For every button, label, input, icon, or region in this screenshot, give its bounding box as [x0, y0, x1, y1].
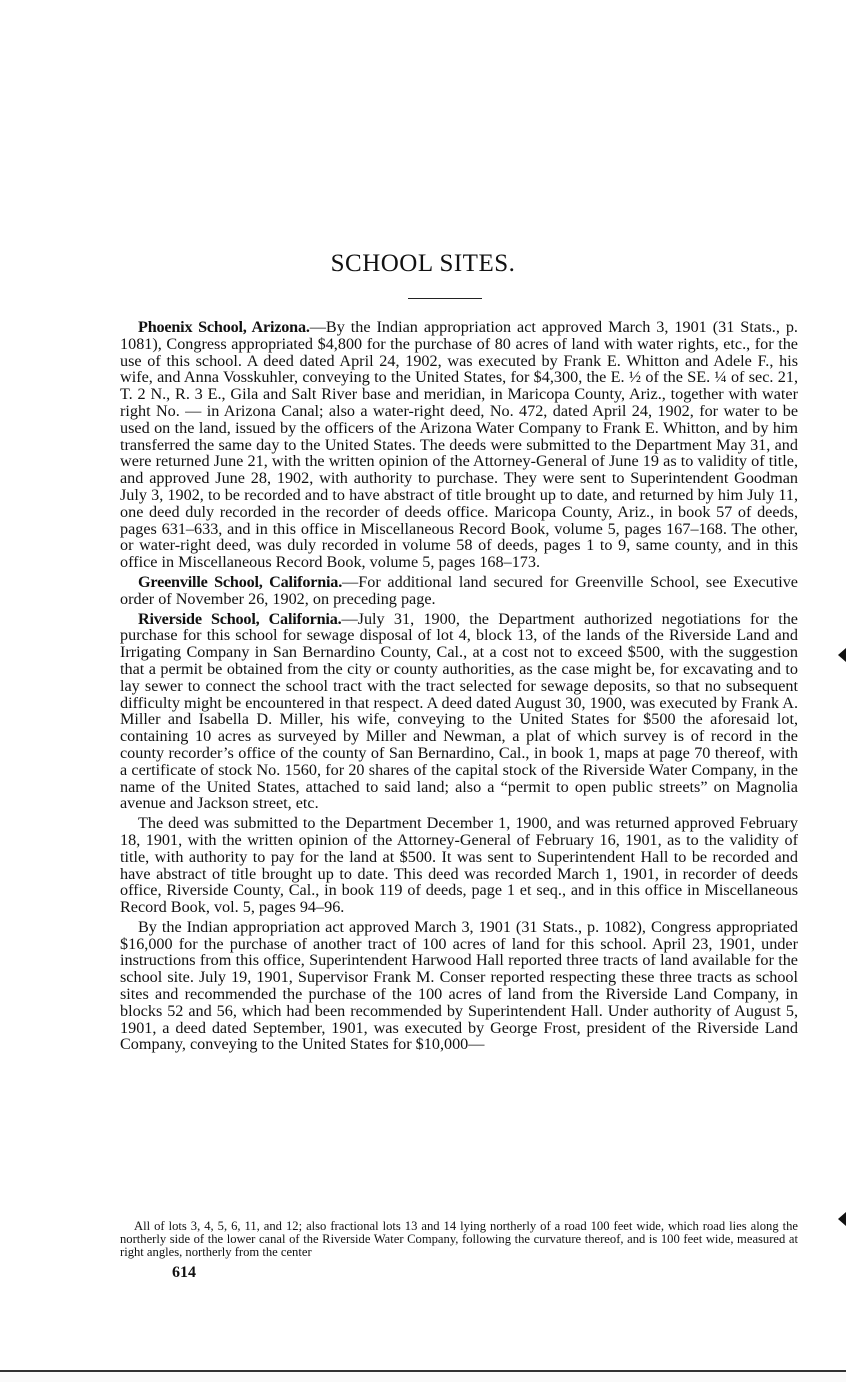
- paragraph-phoenix-school: [120, 319, 798, 571]
- paragraph-text: —For additional land secured for Greenville School, see Executive order of November 26, 1902, on preceding page.: [120, 572, 798, 608]
- paragraph-text: —July 31, 1900, the Department authorized negotiations for the purchase for this school for sewage disposal of lot 4, block 13, of the lands of the Riverside Land and Irrigating Company in San Bernardino County, Cal., at a cost not to exceed $500, with the suggestion that a permit be obtained from the city or county authorities, as the case might be, for excavating and to lay sewer to connect the school tract with the tract selected for sewage deposits, so that no subsequent difficulty might be encountered in that respect. A deed dated August 30, 1900, was executed by Frank A. Miller and Isabella D. Miller, his wife, conveying to the United States for $500 the aforesaid lot, containing 10 acres as surveyed by Miller and Newman, a plat of which survey is of record in the county recorder’s office of the county of San Bernardino, Cal., in book 1, maps at page 70 thereof, with a certificate of stock No. 1560, for 20 shares of the capital stock of the Riverside Water Company, in the name of the United States, attached to said land; also a “permit to open public streets” on Magnolia avenue and Jackson street, etc.: [120, 609, 798, 813]
- paragraph-text: —By the Indian appropriation act approved March 3, 1901 (31 Stats., p. 1081), Congress appropriated $4,800 for the purchase of 80 acres of land with water rights, etc., for the use of this school. A deed dated April 24, 1902, was executed by Frank E. Whitton and Adele F., his wife, and Anna Vosskuhler, conveying to the United States, for $4,300, the E. ½ of the SE. ¼ of sec. 21, T. 2 N., R. 3 E., Gila and Salt River base and meridian, in Maricopa County, Ariz., together with water right No. — in Arizona Canal; also a water-right deed, No. 472, dated April 24, 1902, for water to be used on the land, issued by the officers of the Arizona Water Company to Frank E. Whitton, and by him transferred the same day to the United States. The deeds were submitted to the Department May 31, and were returned June 21, with the written opinion of the Attorney-General of June 19 as to validity of title, and approved June 28, 1902, with authority to purchase. They were sent to Superintendent Goodman July 3, 1902, to be recorded and to have abstract of title brought up to date, and returned by him July 11, one deed duly recorded in the recorder of deeds office. Maricopa County, Ariz., in book 57 of deeds, pages 631–633, and in this office in Miscellaneous Record Book, volume 5, pages 167–168. The other, or water-right deed, was duly recorded in volume 58 of deeds, pages 1 to 9, same county, and in this office in Miscellaneous Record Book, volume 5, pages 168–173.: [120, 318, 798, 572]
- footnote: All of lots 3, 4, 5, 6, 11, and 12; also fractional lots 13 and 14 lying northerly of a road 100 feet wide, which road lies along the northerly side of the lower canal of the Riverside Water Company, following the curvature thereof, and is 100 feet wide, measured at right angles, northerly from the center: [120, 1219, 798, 1259]
- paragraph-text: By the Indian appropriation act approved March 3, 1901 (31 Stats., p. 1082), Congress appropriated $16,000 for the purchase of another tract of 100 acres of land for this school. April 23, 1901, under instructions from this office, Superintendent Harwood Hall reported three tracts of land available for the school site. July 19, 1901, Supervisor Frank M. Conser reported respecting these three tracts as school sites and recommended the purchase of the 100 acres of land from the Riverside Land Company, in blocks 52 and 56, which had been recommended by Superintendent Hall. Under authority of August 5, 1901, a deed dated September, 1901, was executed by George Frost, president of the Riverside Land Company, conveying to the United States for $10,000—: [120, 917, 798, 1054]
- title-divider: [408, 298, 482, 299]
- scan-margin-mark: [838, 648, 846, 662]
- paragraph-greenville-school: [120, 574, 798, 608]
- page-title: SCHOOL SITES.: [330, 250, 516, 277]
- scan-bottom-edge: [0, 1370, 846, 1382]
- paragraph-riverside-deed: [120, 815, 798, 916]
- paragraph-riverside-school: [120, 611, 798, 813]
- paragraph-text: The deed was submitted to the Department December 1, 1900, and was returned approved February 18, 1901, with the written opinion of the Attorney-General of February 16, 1901, as to the validity of title, with authority to pay for the land at $500. It was sent to Superintendent Hall to be recorded and have abstract of title brought up to date. This deed was recorded March 1, 1901, in recorder of deeds office, Riverside County, Cal., in book 119 of deeds, page 1 et seq., and in this office in Miscellaneous Record Book, vol. 5, pages 94–96.: [120, 814, 798, 917]
- section-heading: Riverside School, California.: [138, 609, 342, 628]
- section-heading: Greenville School, California.: [138, 572, 343, 591]
- section-heading: Phoenix School, Arizona.: [138, 318, 310, 336]
- page-body: [120, 319, 798, 1056]
- page-number: 614: [172, 1264, 196, 1281]
- scan-margin-mark: [838, 1212, 846, 1226]
- paragraph-riverside-appropriation: [120, 919, 798, 1053]
